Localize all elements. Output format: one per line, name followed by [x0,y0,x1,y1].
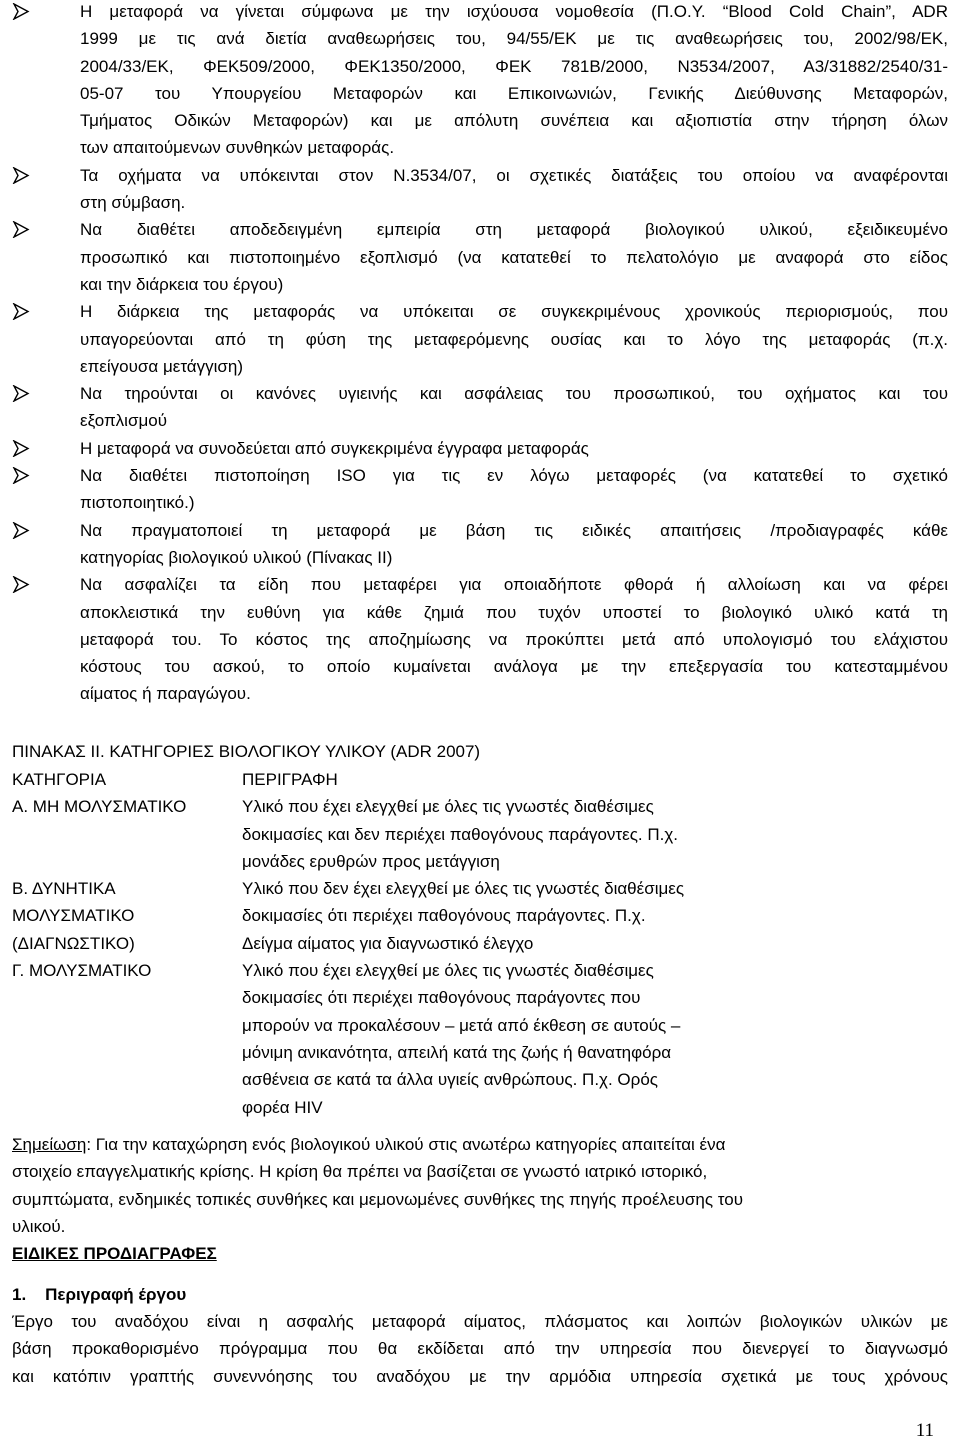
requirement-line: Να πραγματοποιεί τη μεταφορά με βάση τις ειδικές απαιτήσεις /προδιαγραφές κάθε [80,520,948,540]
requirement-line: Να ασφαλίζει τα είδη που μεταφέρει για οποιαδήποτε φθορά ή αλλοίωση και να φέρει [80,575,948,595]
section-body [12,1308,948,1390]
table-title: ΠΙΝΑΚΑΣ ΙΙ. ΚΑΤΗΓΟΡΙΕΣ ΒΙΟΛΟΓΙΚΟΥ ΥΛΙΚΟΥ (ADR 2007) [12,742,481,761]
requirement-line: υπαγορεύονται από τη φύση της μεταφερόμενης ουσίας και το λόγο της μεταφοράς (π.χ. [80,329,948,349]
requirement-line: Τμήματος Οδικών Μεταφορών) και με απόλυτη συνέπεια και αξιοπιστία στην τήρηση όλων [80,111,948,131]
category-line: Γ. ΜΟΛΥΣΜΑΤΙΚΟ [12,961,152,981]
requirements-list [12,0,948,708]
table-header-row [12,766,782,793]
section-number: 1. [12,1285,27,1304]
requirement-line: κόστους του ασκού, το οποίο κυμαίνεται ανάλογα με την επεξεργασία του κατεσταμμένου [80,657,948,677]
requirement-line: στη σύμβαση. [80,193,186,213]
requirement-item [12,0,948,162]
requirement-item [12,162,948,217]
requirement-line: εξοπλισμού [80,411,167,431]
description-line: Δείγμα αίματος για διαγνωστικό έλεγχο [242,933,534,953]
categories-table [12,766,782,1121]
description-cell [242,875,782,957]
page-number: 11 [915,1420,934,1441]
requirement-line: 2004/33/ΕΚ, ΦΕΚ509/2000, ΦΕΚ1350/2000, ΦΕΚ 781Β/2000, Ν3534/2007, Α3/31882/2540/31- [80,56,948,76]
requirement-line: Η μεταφορά να συνοδεύεται από συγκεκριμένα έγγραφα μεταφοράς [80,438,589,458]
arrow-bullet-icon [12,216,42,243]
requirement-line: πιστοποιητικό.) [80,493,195,513]
requirement-line: αποκλειστικά την ευθύνη για κάθε ζημιά που τυχόν υποστεί το βιολογικό υλικό κατά τη [80,602,948,622]
table-row [12,875,782,957]
category-line: ΜΟΛΥΣΜΑΤΙΚΟ [12,906,135,926]
requirement-item [12,517,948,572]
category-cell [12,957,242,1121]
description-line: μπορούν να προκαλέσουν – μετά από έκθεση σε αυτούς – [242,1015,681,1035]
note-label: Σημείωση [12,1135,87,1154]
description-line: μόνιμη ανικανότητα, απειλή κατά της ζωής ή θανατηφόρα [242,1042,672,1062]
description-line: Υλικό που δεν έχει ελεγχθεί με όλες τις γνωστές διαθέσιμες [242,879,685,899]
arrow-bullet-icon [12,571,42,598]
body-line: Έργο του αναδόχου είναι η ασφαλής μεταφορά αίματος, πλάσματος και λοιπών βιολογικών υλικών με [12,1312,948,1331]
requirement-line: κατηγορίας βιολογικού υλικού (Πίνακας ΙΙ) [80,547,393,567]
table-row [12,957,782,1121]
note-paragraph [12,1131,948,1240]
requirement-line: επείγουσα μετάγγιση) [80,356,244,376]
arrow-bullet-icon [12,462,42,489]
header-description: ΠΕΡΙΓΡΑΦΗ [242,770,338,789]
body-line: και κατόπιν γραπτής συνεννόησης του αναδόχου με την αρμόδια υπηρεσία σχετικά με τους χρόνους [12,1366,948,1386]
description-line: μονάδες ερυθρών προς μετάγγιση [242,851,500,871]
description-cell [242,957,782,1121]
note-line: υλικού. [12,1216,66,1236]
requirement-line: και την διάρκεια του έργου) [80,274,284,294]
description-line: δοκιμασίες ότι περιέχει παθογόνους παράγοντες που [242,988,641,1008]
requirement-line: των απαιτούμενων συνθηκών μεταφοράς. [80,138,395,158]
description-line: Υλικό που έχει ελεγχθεί με όλες τις γνωστές διαθέσιμες [242,797,654,817]
description-cell [242,793,782,875]
description-line: δοκιμασίες ότι περιέχει παθογόνους παράγοντες. Π.χ. [242,906,646,926]
description-line: δοκιμασίες και δεν περιέχει παθογόνους παράγοντες. Π.χ. [242,824,678,844]
requirement-item [12,435,948,462]
requirement-item [12,298,948,380]
arrow-bullet-icon [12,435,42,462]
note-line: : Για την καταχώρηση ενός βιολογικού υλικού στις ανωτέρω κατηγορίες απαιτείται ένα [86,1135,726,1154]
category-cell [12,875,242,957]
category-line: (ΔΙΑΓΝΩΣΤΙΚΟ) [12,933,135,953]
specs-heading: ΕΙΔΙΚΕΣ ΠΡΟΔΙΑΓΡΑΦΕΣ [12,1244,217,1263]
requirement-line: Τα οχήματα να υπόκεινται στον Ν.3534/07, οι σχετικές διατάξεις του οποίου να αναφέρονται [80,165,948,185]
requirement-line: 1999 με τις ανά διετία αναθεωρήσεις του, 94/55/ΕΚ με τις αναθεωρήσεις του, 2002/98/ΕΚ, [80,29,948,49]
requirement-line: 05-07 του Υπουργείου Μεταφορών και Επικοινωνιών, Γενικής Διεύθυνσης Μεταφορών, [80,83,948,103]
arrow-bullet-icon [12,298,42,325]
description-line: φορέα HIV [242,1097,323,1117]
requirement-item [12,571,948,707]
arrow-bullet-icon [12,0,42,25]
requirement-item [12,462,948,517]
arrow-bullet-icon [12,380,42,407]
description-line: Υλικό που έχει ελεγχθεί με όλες τις γνωστές διαθέσιμες [242,961,654,981]
section-title: Περιγραφή έργου [45,1285,187,1304]
requirement-line: Να τηρούνται οι κανόνες υγιεινής και ασφάλειας του προσωπικού, του οχήματος και του [80,384,948,404]
arrow-bullet-icon [12,517,42,544]
body-line: βάση προκαθορισμένο πρόγραμμα που θα εκδίδεται από την υπηρεσία που διενεργεί το διαγνωσμό [12,1339,948,1359]
section-heading [12,1281,948,1309]
requirement-line: προσωπικό και πιστοποιημένο εξοπλισμό (να κατατεθεί το πελατολόγιο με αναφορά στο είδος [80,247,948,267]
requirement-line: Να διαθέτει πιστοποίηση ISO για τις εν λόγω μεταφορές (να κατατεθεί το σχετικό [80,466,948,486]
arrow-bullet-icon [12,162,42,189]
category-line: Α. ΜΗ ΜΟΛΥΣΜΑΤΙΚΟ [12,797,187,817]
category-cell [12,793,242,875]
requirement-line: Η διάρκεια της μεταφοράς να υπόκειται σε συγκεκριμένους χρονικούς περιορισμούς, που [80,302,948,322]
requirement-line: Να διαθέτει αποδεδειγμένη εμπειρία στη μεταφορά βιολογικού υλικού, εξειδικευμένο [80,220,948,240]
description-line: ασθένεια σε κατά τα άλλα υγιείς ανθρώπους. Π.χ. Ορός [242,1070,658,1090]
table-row [12,793,782,875]
note-line: στοιχείο επαγγελματικής κρίσης. Η κρίση θα πρέπει να βασίζεται σε γνωστό ιατρικό ιστορικό, [12,1162,708,1182]
header-category: ΚΑΤΗΓΟΡΙΑ [12,770,107,789]
requirement-line: μεταφορά του. Το κόστος της αποζημίωσης να προκύπτει μετά από υπολογισμό του ελάχιστου [80,629,948,649]
requirement-item [12,380,948,435]
requirement-item [12,216,948,298]
category-line: Β. ΔΥΝΗΤΙΚΑ [12,879,116,899]
note-line: συμπτώματα, ενδημικές τοπικές συνθήκες και μεμονωμένες συνθήκες της πηγής προέλευσης του [12,1189,743,1209]
requirement-line: αίματος ή παραγώγου. [80,684,251,704]
requirement-line: Η μεταφορά να γίνεται σύμφωνα με την ισχύουσα νομοθεσία (Π.Ο.Υ. “Blood Cold Chain”, ADR [80,2,948,21]
